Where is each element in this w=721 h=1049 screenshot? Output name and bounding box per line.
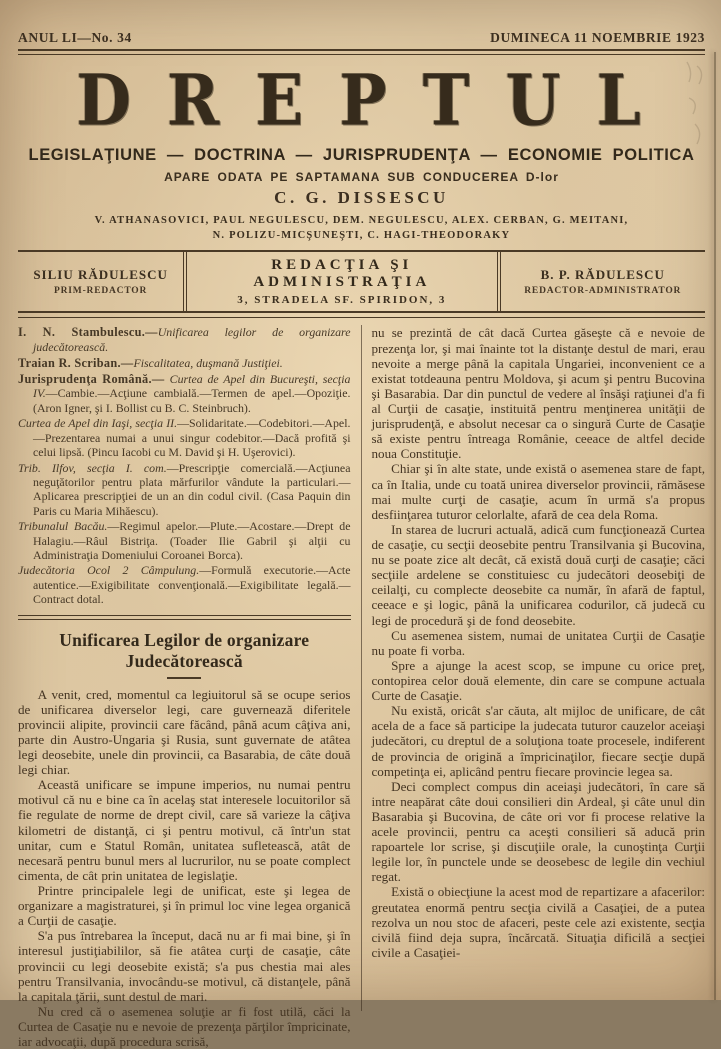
- page-edge: [714, 52, 716, 1000]
- article-paragraph: nu se prezintă de cât dacă Curtea găseşte că e nevoie de prezenţa lor, şi mai înainte tot la distanţe destul de mari, erau nevoite a merge până la capitala Ungariei, inconvenient ce a existat totdeauna pentru Moldova, şi acum şi pentru Bucovina şi Basarabia. Dar din punctul de vedere al însăşi raţiunei d'a fi al Curţii de casaţie, instituită pentru menţinerea unităţii de jurisprudenţă, e absolut necesar ca o singură Curte de Casaţie să existe pentru întreaga Românie, ceeace de altfel decide noua Constituţie.: [371, 325, 705, 462]
- article-paragraph: Există o obiecţiune la acest mod de repartizare a afacerilor: greutatea enormă pentru secţia civilă a Casaţiei, de a putea rezolva un nou stoc de afaceri, peste cele azi existente, secţia civilă fiind deja supra, încărcată. Situaţia dificilă a secţiei civile a Casaţiei-: [371, 884, 705, 960]
- subtitle: LEGISLAŢIUNE — DOCTRINA — JURISPRUDENŢA — ECONOMIE POLITICA: [28, 146, 695, 164]
- chief-editor-role: PRIM-REDACTOR: [54, 286, 148, 297]
- article-paragraph: Nu cred că o asemenea soluţie ar fi fost utilă, căci la Curtea de Casaţie nu e nevoie de prezenţa părţilor împricinate, iar advocaţii, după procedura scrisă,: [18, 1003, 351, 1049]
- admin-editor-name: B. P. RĂDULESCU: [540, 267, 665, 283]
- toc-entry: Curtea de Apel din Iaşi, secţia II.—Solidaritate.—Codebitori.—Apel.—Prezentarea numai a unui singur codebitor.—Dacă profită şi celui lipsă. (Pincu Iacobi cu M. David şi H. Uşerovici).: [18, 416, 351, 460]
- newspaper-title: DREPTUL: [76, 58, 677, 142]
- article-paragraph: Cu asemenea sistem, numai de unitatea Curţii de Casaţie nu poate fi vorba.: [371, 627, 705, 658]
- toc-entry: Jurisprudenţa Română.— Curtea de Apel din Bucureşti, secţia IV.—Cambie.—Acţiune cambială.—Termen de apel.—Opoziţie. (Aron Igner, şi I. Bollist cu B. C. Steinbruch).: [18, 371, 351, 415]
- frequency-line: APARE ODATA PE SAPTAMANA SUB CONDUCEREA D-lor: [164, 170, 559, 184]
- article-heading: Unificarea Legilor de organizare Judecătorească: [59, 629, 310, 671]
- article-paragraph: In starea de lucruri actuală, adică cum funcţionează Curtea de casaţie, cu secţii deosebite pentru Transilvania şi Bucovina, nu se poate zice alt decât, că există două curţi de casaţie; căci secţiile ardelene se constituiesc cu judecători deosebiţi de ceilalţi, cu complecte deosebite ca număr, în afară de faptul, ceeace e şi logic, până la unificarea codurilor, că judecă cu legi de procedură şi de fond deosebite.: [371, 521, 705, 628]
- toc-entry: I. N. Stambulescu.—Unificarea legilor de organizare judecătorească.: [18, 325, 351, 355]
- article-body: [18, 325, 705, 1049]
- issue-number: ANUL LI—No. 34: [18, 30, 132, 45]
- chief-editor-cell: [18, 262, 183, 301]
- editors-line-1: V. ATHANASOVICI, PAUL NEGULESCU, DEM. NEGULESCU, ALEX. CERBAN, G. MEITANI,: [94, 215, 629, 226]
- editorial-office-cell: [183, 252, 500, 311]
- heading-rule: [167, 677, 201, 679]
- right-column: [362, 325, 706, 1011]
- editors-line-2: N. POLIZU-MICŞUNEŞTI, C. HAGI-THEODORAKY: [212, 230, 511, 242]
- info-bar-bottom-rule: [18, 311, 705, 318]
- article-paragraph: Nu există, oricât s'ar căuta, alt mijloc de unificare, de cât acela de a face să participe la judecata tuturor cauzelor aceiaşi judecători, cu dreptul de a soluţiona toate procesele, indiferent de provincia de origină a împricinaţilor, fiecare secţie după competinţa ei, aplicând pentru fiecare provincie legea sa.: [371, 703, 705, 779]
- article-paragraph: Spre a ajunge la acest scop, se impune cu orice preţ, contopirea celor două elemente, din care se compune actuala Curte de Casaţie.: [371, 657, 705, 704]
- masthead: [18, 0, 705, 243]
- article-paragraph: Această unificare se impune imperios, nu numai pentru motivul că nu e bine ca în acelaş stat interesele locuitorilor să fie regulate de norme de drept civil, care să varieze la câţiva kilometri de distanţă, ci şi pentru motivul, că într'un stat unitar, cum e Statul Român, unitatea sufletească, atât de necesară pentru bunul mers al lucrurilor, nu se poate complect cimenta, de cât prin unitatea de legislaţie.: [18, 777, 351, 883]
- admin-editor-role: REDACTOR-ADMINISTRATOR: [524, 286, 682, 297]
- article-paragraph: S'a pus întrebarea la început, dacă nu ar fi mai bine, şi în interesul justiţiabililor, să fie atâtea curţi de casaţie, câte provincii cu legi deosebite există; s'a pus chestia mai ales pentru Transilvania, invocându-se motivul, că distanţele, până la capitala ţării, sunt destul de mari.: [18, 928, 351, 1004]
- editorial-office-address: 3, STRADELA SF. SPIRIDON, 3: [237, 294, 447, 307]
- info-bar: [18, 250, 705, 318]
- director-name: C. G. DISSESCU: [274, 188, 449, 207]
- article-paragraph: Chiar şi în alte state, unde există o asemenea stare de fapt, ca în Italia, unde cu toată unirea diverselor provincii, rămăsese mai multe curţi de casaţie, acum în urmă s'a propus desfiinţarea tuturor celorlalte, afară de cea dela Roma.: [371, 461, 705, 522]
- editors-list: [18, 213, 705, 243]
- toc-bottom-rule: [18, 615, 351, 620]
- masthead-rule: [18, 49, 705, 55]
- toc-entry: Tribunalul Bacău.—Regimul apelor.—Plute.—Acostare.—Drept de Halagiu.—Râul Bistriţa. (Toader Ilie Gabril şi alţii cu Administraţia Domeniului Coroanei Borca).: [18, 519, 351, 562]
- left-article-text: [18, 687, 351, 1049]
- toc-entry: Judecătoria Ocol 2 Câmpulung.—Formulă executorie.—Acte autentice.—Exigibilitate convenţională.—Exigibilitate legală.—Contract dotal.: [18, 563, 351, 607]
- editorial-office-title: REDACŢIA ŞI ADMINISTRAŢIA: [253, 257, 431, 291]
- issue-row: [18, 0, 705, 46]
- chief-editor-name: SILIU RĂDULESCU: [33, 267, 168, 283]
- article-paragraph: Printre principalele legi de unificat, este şi legea de organizare a magistraturei, şi în primul loc vine legea organică a Curţii de casaţie.: [18, 882, 351, 929]
- article-paragraph: Deci complect compus din aceiaşi judecători, în care să intre neapărat câte doui consilieri din Ardeal, şi câte unul din Basarabia şi Bucovina, de câte ori vor fi procese relative la acele provincii, pentru ca aceşti consilieri să aducă prin rapoartele lor scrise, şi discuţiile orale, la cunoştinţa Curţii legile lor, în punctele unde se deosebesc de legile din vechiul regat.: [371, 778, 705, 885]
- admin-editor-cell: [501, 262, 706, 301]
- toc-entry: Trib. Ilfov, secţia I. com.—Prescripţie comercială.—Acţiunea neguţătorilor pentru plata mărfurilor vândute la particulari.—Aplicarea prescripţiei de un an din codul civil. (Casa Paquin din Paris cu Maria Mihăescu).: [18, 460, 351, 518]
- table-of-contents: [18, 325, 351, 606]
- toc-entry: Traian R. Scriban.—Fiscalitatea, duşmană Justiţiei.: [18, 355, 283, 370]
- issue-date: DUMINECA 11 NOEMBRIE 1923: [490, 30, 705, 45]
- left-column: [18, 325, 362, 1049]
- article-paragraph: A venit, cred, momentul ca legiuitorul să se ocupe serios de unificarea diverselor legi, care guvernează diferitele provincii alipite, provincii care făcând, până acum câţiva ani, parte din Austro-Ungaria şi Rusia, sunt guvernate de atâtea legi deosebite, unele din provincii, ca Basarabia, de câte două legi chiar.: [18, 686, 351, 778]
